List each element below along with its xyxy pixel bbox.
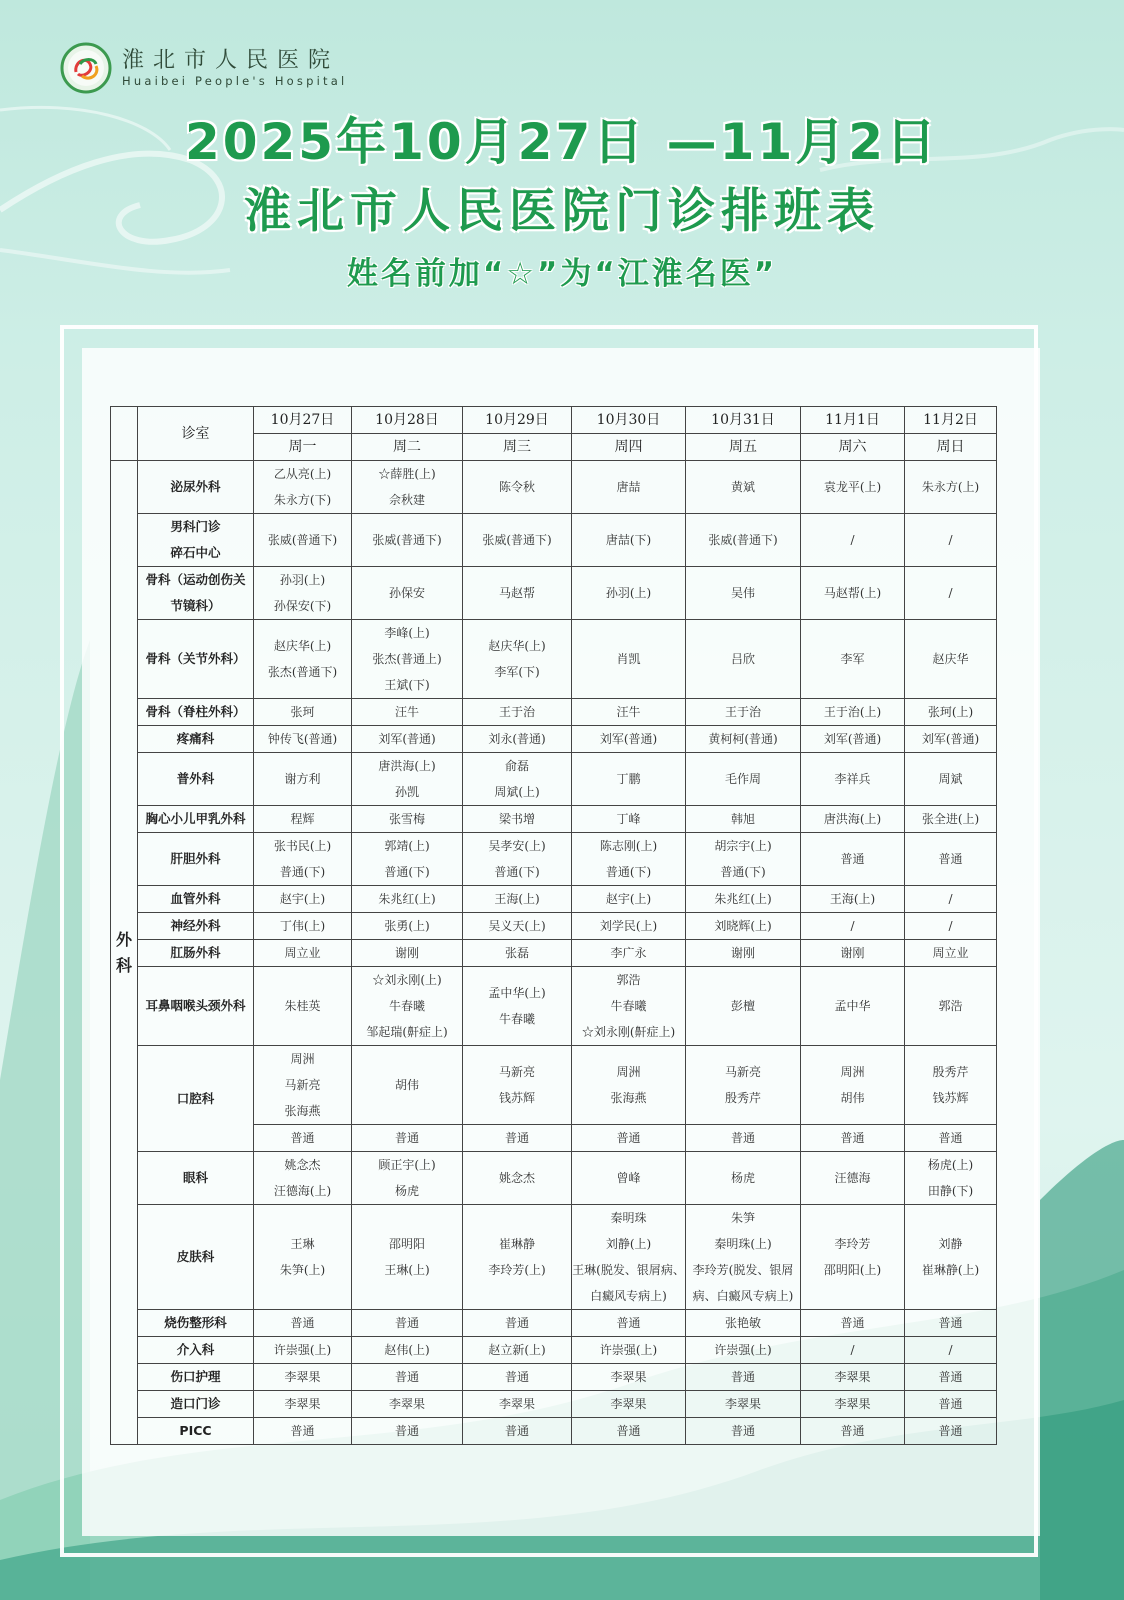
doctor-cell: 陈志刚(上) 普通(下) (572, 833, 686, 886)
doctor-cell: 杨虎(上) 田静(下) (905, 1152, 997, 1205)
doctor-cell: 钟传飞(普通) (254, 726, 352, 753)
doctor-cell: 孟中华(上) 牛春曦 (463, 967, 572, 1046)
doctor-cell: 梁书增 (463, 806, 572, 833)
doctor-cell: 崔琳静 李玲芳(上) (463, 1205, 572, 1310)
doctor-cell: 唐喆(下) (572, 514, 686, 567)
doctor-cell: 刘静 崔琳静(上) (905, 1205, 997, 1310)
doctor-cell: 孙羽(上) (572, 567, 686, 620)
doctor-cell: 普通 (572, 1418, 686, 1445)
doctor-cell: 顾正宇(上) 杨虎 (352, 1152, 463, 1205)
doctor-cell: / (905, 913, 997, 940)
doctor-cell: 李翠果 (572, 1391, 686, 1418)
schedule-row (111, 461, 997, 514)
room-name: 男科门诊 碎石中心 (138, 514, 254, 567)
schedule-row (111, 514, 997, 567)
schedule-row (111, 913, 997, 940)
doctor-cell: 周立业 (905, 940, 997, 967)
room-name: 眼科 (138, 1152, 254, 1205)
doctor-cell: 张威(普通下) (686, 514, 801, 567)
doctor-cell: 刘军(普通) (572, 726, 686, 753)
schedule-row (111, 567, 997, 620)
schedule-row (111, 833, 997, 886)
schedule-row (111, 940, 997, 967)
doctor-cell: 陈令秋 (463, 461, 572, 514)
doctor-cell: 张磊 (463, 940, 572, 967)
doctor-cell: 谢刚 (801, 940, 905, 967)
doctor-cell: 赵宇(上) (572, 886, 686, 913)
doctor-cell: 张艳敏 (686, 1310, 801, 1337)
doctor-cell: 丁伟(上) (254, 913, 352, 940)
doctor-cell: 周洲 马新亮 张海燕 (254, 1046, 352, 1125)
doctor-cell: 王于治 (686, 699, 801, 726)
hospital-emblem-icon (60, 42, 112, 94)
doctor-cell: 赵宇(上) (254, 886, 352, 913)
doctor-cell: 普通 (905, 1310, 997, 1337)
doctor-cell: 普通 (801, 1310, 905, 1337)
hospital-logo (60, 42, 347, 94)
hospital-name-en: Huaibei People's Hospital (122, 74, 348, 88)
doctor-cell: 吴伟 (686, 567, 801, 620)
date-header: 10月28日 (352, 407, 463, 434)
room-name: 耳鼻咽喉头颈外科 (138, 967, 254, 1046)
schedule-row (111, 1152, 997, 1205)
doctor-cell: 袁龙平(上) (801, 461, 905, 514)
room-name: 伤口护理 (138, 1364, 254, 1391)
doctor-cell: 普通 (254, 1125, 352, 1152)
doctor-cell: 李峰(上) 张杰(普通上) 王斌(下) (352, 620, 463, 699)
doctor-cell: 周立业 (254, 940, 352, 967)
doctor-cell: 刘永(普通) (463, 726, 572, 753)
doctor-cell: 李祥兵 (801, 753, 905, 806)
doctor-cell: 李翠果 (686, 1391, 801, 1418)
doctor-cell: 普通 (463, 1418, 572, 1445)
doctor-cell: 谢方利 (254, 753, 352, 806)
doctor-cell: 邵明阳 王琳(上) (352, 1205, 463, 1310)
doctor-cell: 王于治 (463, 699, 572, 726)
doctor-cell: 许崇强(上) (254, 1337, 352, 1364)
doctor-cell: 王海(上) (463, 886, 572, 913)
date-header: 11月1日 (801, 407, 905, 434)
room-header: 诊室 (138, 407, 254, 461)
schedule-row (111, 1391, 997, 1418)
doctor-cell: 郭浩 (905, 967, 997, 1046)
doctor-cell: 赵立新(上) (463, 1337, 572, 1364)
doctor-cell: 王琳 朱笋(上) (254, 1205, 352, 1310)
doctor-cell: 普通 (905, 1364, 997, 1391)
schedule-row (111, 1337, 997, 1364)
doctor-cell: 孙羽(上) 孙保安(下) (254, 567, 352, 620)
doctor-cell: / (905, 567, 997, 620)
doctor-cell: 汪德海 (801, 1152, 905, 1205)
doctor-cell: 李翠果 (463, 1391, 572, 1418)
room-name: 介入科 (138, 1337, 254, 1364)
doctor-cell: 刘军(普通) (352, 726, 463, 753)
doctor-cell: 郭浩 牛春曦 ☆刘永刚(鼾症上) (572, 967, 686, 1046)
doctor-cell: 张珂(上) (905, 699, 997, 726)
doctor-cell: 普通 (905, 1418, 997, 1445)
doctor-cell: 许崇强(上) (686, 1337, 801, 1364)
doctor-cell: 李军 (801, 620, 905, 699)
room-name: 口腔科 (138, 1046, 254, 1152)
doctor-cell: 乙从亮(上) 朱永方(下) (254, 461, 352, 514)
doctor-cell: 胡伟 (352, 1046, 463, 1125)
room-name: 骨科（关节外科） (138, 620, 254, 699)
doctor-cell: 姚念杰 (463, 1152, 572, 1205)
room-name: 普外科 (138, 753, 254, 806)
schedule-date-range: 2025年10月27日 —11月2日 (184, 113, 940, 171)
doctor-cell: / (801, 514, 905, 567)
doctor-cell: 普通 (905, 1391, 997, 1418)
doctor-cell: 马新亮 殷秀芹 (686, 1046, 801, 1125)
doctor-cell: 俞磊 周斌(上) (463, 753, 572, 806)
doctor-cell: ☆刘永刚(上) 牛春曦 邹起瑞(鼾症上) (352, 967, 463, 1046)
doctor-cell: 丁峰 (572, 806, 686, 833)
doctor-cell: 肖凯 (572, 620, 686, 699)
schedule-row (111, 967, 997, 1046)
room-name: 神经外科 (138, 913, 254, 940)
doctor-cell: 张威(普通下) (352, 514, 463, 567)
doctor-cell: 杨虎 (686, 1152, 801, 1205)
date-header: 10月29日 (463, 407, 572, 434)
schedule-row (111, 1310, 997, 1337)
doctor-cell: 普通 (352, 1125, 463, 1152)
doctor-cell: 普通 (572, 1310, 686, 1337)
weekday-header: 周一 (254, 434, 352, 461)
doctor-cell: 王海(上) (801, 886, 905, 913)
doctor-cell: 普通 (463, 1364, 572, 1391)
doctor-cell: 赵伟(上) (352, 1337, 463, 1364)
room-name: 胸心小儿甲乳外科 (138, 806, 254, 833)
doctor-cell: 普通 (905, 1125, 997, 1152)
doctor-cell: 普通 (463, 1310, 572, 1337)
corner-cell (111, 407, 138, 461)
schedule-row (111, 753, 997, 806)
doctor-cell: 马赵帮(上) (801, 567, 905, 620)
doctor-cell: 张威(普通下) (254, 514, 352, 567)
doctor-cell: 李翠果 (801, 1364, 905, 1391)
doctor-cell: 唐洪海(上) 孙凯 (352, 753, 463, 806)
schedule-row (111, 1418, 997, 1445)
schedule-title: 淮北市人民医院门诊排班表 (244, 184, 880, 239)
doctor-cell: 汪牛 (352, 699, 463, 726)
room-name: 肝胆外科 (138, 833, 254, 886)
weekday-header: 周五 (686, 434, 801, 461)
date-header: 11月2日 (905, 407, 997, 434)
room-name: 血管外科 (138, 886, 254, 913)
doctor-cell: 马新亮 钱苏辉 (463, 1046, 572, 1125)
date-header: 10月27日 (254, 407, 352, 434)
room-name: 皮肤科 (138, 1205, 254, 1310)
room-name: 骨科（运动创伤关 节镜科） (138, 567, 254, 620)
doctor-cell: 普通 (801, 1418, 905, 1445)
doctor-cell: 周洲 张海燕 (572, 1046, 686, 1125)
doctor-cell: 朱永方(上) (905, 461, 997, 514)
doctor-cell: 李翠果 (254, 1364, 352, 1391)
doctor-cell: 普通 (352, 1310, 463, 1337)
room-name: 肛肠外科 (138, 940, 254, 967)
doctor-cell: 殷秀芹 钱苏辉 (905, 1046, 997, 1125)
famous-doctor-note: 姓名前加“☆”为“江淮名医” (346, 256, 778, 292)
schedule-row (111, 806, 997, 833)
doctor-cell: 郭靖(上) 普通(下) (352, 833, 463, 886)
doctor-cell: / (905, 886, 997, 913)
doctor-cell: / (905, 1337, 997, 1364)
doctor-cell: 普通 (801, 1125, 905, 1152)
doctor-cell: 张珂 (254, 699, 352, 726)
doctor-cell: 赵庆华(上) 张杰(普通下) (254, 620, 352, 699)
weekday-header: 周四 (572, 434, 686, 461)
doctor-cell: 孟中华 (801, 967, 905, 1046)
doctor-cell: 谢刚 (686, 940, 801, 967)
schedule-table (110, 406, 997, 1445)
doctor-cell: 普通 (801, 833, 905, 886)
doctor-cell: / (801, 913, 905, 940)
doctor-cell: 普通 (254, 1310, 352, 1337)
doctor-cell: 普通 (254, 1418, 352, 1445)
doctor-cell: 唐喆 (572, 461, 686, 514)
doctor-cell: ☆薛胜(上) 佘秋建 (352, 461, 463, 514)
doctor-cell: 谢刚 (352, 940, 463, 967)
doctor-cell: 朱桂英 (254, 967, 352, 1046)
doctor-cell: 吕欣 (686, 620, 801, 699)
doctor-cell: 刘军(普通) (801, 726, 905, 753)
doctor-cell: 黄柯柯(普通) (686, 726, 801, 753)
doctor-cell: 刘晓辉(上) (686, 913, 801, 940)
doctor-cell: 丁鹏 (572, 753, 686, 806)
doctor-cell: / (905, 514, 997, 567)
doctor-cell: 赵庆华(上) 李军(下) (463, 620, 572, 699)
category-cell (111, 461, 138, 1445)
doctor-cell: 张全进(上) (905, 806, 997, 833)
doctor-cell: 黄斌 (686, 461, 801, 514)
doctor-cell: 周斌 (905, 753, 997, 806)
room-name: 造口门诊 (138, 1391, 254, 1418)
doctor-cell: 李翠果 (801, 1391, 905, 1418)
doctor-cell: 普通 (352, 1418, 463, 1445)
schedule-row (111, 1364, 997, 1391)
doctor-cell: 马赵帮 (463, 567, 572, 620)
weekday-header: 周日 (905, 434, 997, 461)
doctor-cell: 朱兆红(上) (352, 886, 463, 913)
doctor-cell: 唐洪海(上) (801, 806, 905, 833)
date-header: 10月31日 (686, 407, 801, 434)
room-name: 骨科（脊柱外科） (138, 699, 254, 726)
weekday-header: 周三 (463, 434, 572, 461)
room-name: PICC (138, 1418, 254, 1445)
doctor-cell: 周洲 胡伟 (801, 1046, 905, 1125)
schedule-row (111, 1046, 997, 1125)
doctor-cell: 张勇(上) (352, 913, 463, 940)
room-name: 烧伤整形科 (138, 1310, 254, 1337)
header-date-row (111, 407, 997, 434)
doctor-cell: 张雪梅 (352, 806, 463, 833)
doctor-cell: 朱笋 秦明珠(上) 李玲芳(脱发、银屑 病、白癜风专病上) (686, 1205, 801, 1310)
doctor-cell: 曾峰 (572, 1152, 686, 1205)
schedule-row (111, 1205, 997, 1310)
doctor-cell: 普通 (463, 1125, 572, 1152)
doctor-cell: 刘学民(上) (572, 913, 686, 940)
doctor-cell: 普通 (352, 1364, 463, 1391)
schedule-row (111, 620, 997, 699)
doctor-cell: 李翠果 (352, 1391, 463, 1418)
doctor-cell: 彭檀 (686, 967, 801, 1046)
doctor-cell: 李翠果 (254, 1391, 352, 1418)
doctor-cell: 毛作周 (686, 753, 801, 806)
doctor-cell: 程辉 (254, 806, 352, 833)
doctor-cell: 普通 (686, 1418, 801, 1445)
room-name: 泌尿外科 (138, 461, 254, 514)
doctor-cell: 韩旭 (686, 806, 801, 833)
doctor-cell: 汪牛 (572, 699, 686, 726)
schedule-row (111, 886, 997, 913)
doctor-cell: 王于治(上) (801, 699, 905, 726)
doctor-cell: 李广永 (572, 940, 686, 967)
doctor-cell: 胡宗宇(上) 普通(下) (686, 833, 801, 886)
doctor-cell: 姚念杰 汪德海(上) (254, 1152, 352, 1205)
doctor-cell: 普通 (686, 1364, 801, 1391)
doctor-cell: 许崇强(上) (572, 1337, 686, 1364)
doctor-cell: 秦明珠 刘静(上) 王琳(脱发、银屑病、 白癜风专病上) (572, 1205, 686, 1310)
date-header: 10月30日 (572, 407, 686, 434)
doctor-cell: 朱兆红(上) (686, 886, 801, 913)
hospital-name-cn: 淮北市人民医院 (122, 48, 340, 73)
schedule-row (111, 699, 997, 726)
doctor-cell: / (801, 1337, 905, 1364)
doctor-cell: 普通 (572, 1125, 686, 1152)
weekday-header: 周二 (352, 434, 463, 461)
doctor-cell: 李玲芳 邵明阳(上) (801, 1205, 905, 1310)
doctor-cell: 普通 (905, 833, 997, 886)
doctor-cell: 普通 (686, 1125, 801, 1152)
doctor-cell: 张书民(上) 普通(下) (254, 833, 352, 886)
schedule-row (111, 726, 997, 753)
doctor-cell: 吴义天(上) (463, 913, 572, 940)
doctor-cell: 刘军(普通) (905, 726, 997, 753)
category-label: 外科 (116, 929, 133, 975)
doctor-cell: 赵庆华 (905, 620, 997, 699)
room-name: 疼痛科 (138, 726, 254, 753)
doctor-cell: 张威(普通下) (463, 514, 572, 567)
doctor-cell: 孙保安 (352, 567, 463, 620)
weekday-header: 周六 (801, 434, 905, 461)
doctor-cell: 李翠果 (572, 1364, 686, 1391)
doctor-cell: 吴孝安(上) 普通(下) (463, 833, 572, 886)
